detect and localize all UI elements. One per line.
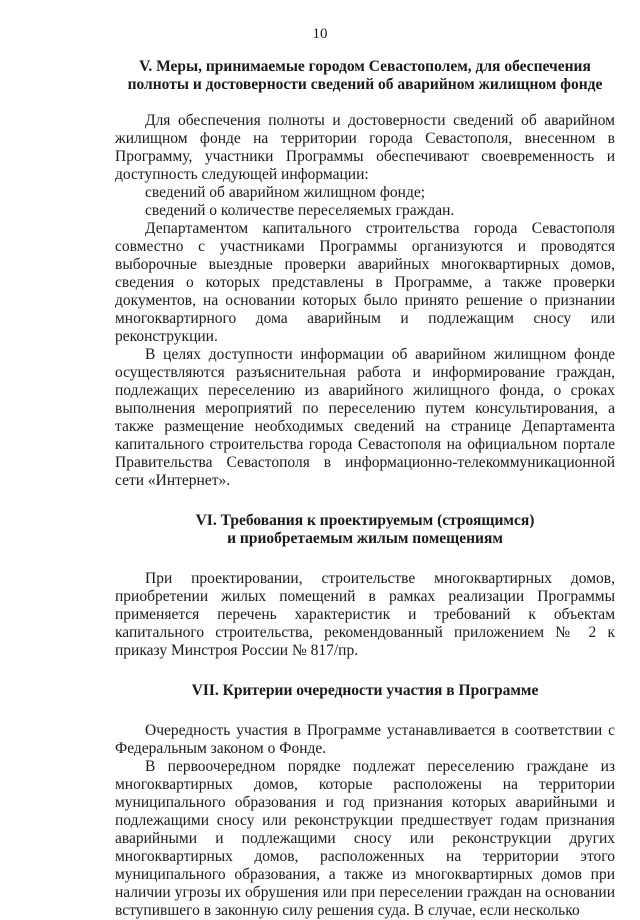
section-7-heading: VII. Критерии очередности участия в Программе <box>191 682 539 699</box>
section-5-heading <box>115 58 615 94</box>
section-7-paragraph-1: Очередность участия в Программе устанавливается в соответствии с Федеральным законом о Фонде. <box>115 722 615 757</box>
section-5-list-item-2: сведений о количестве переселяемых граждан. <box>145 202 455 219</box>
section-5-paragraph-3: В целях доступности информации об аварийном жилищном фонде осуществляются разъяснительная работа и информирование граждан, подлежащих переселению из аварийного жилищного фонда, о сроках выполнения мероприятий по переселению путем консультирования, а также размещение необходимых сведений на странице Департамента капитального строительства города Севастополя на официальном портале Правительства Севастополя в информационно-телекоммуникационной сети «Интернет». <box>115 346 615 489</box>
section-6-heading-line2: и приобретаемым жилым помещениям <box>227 530 503 547</box>
section-6-heading <box>115 512 615 548</box>
section-7-paragraph-2: В первоочередном порядке подлежат переселению граждане из многоквартирных домов, которые расположены на территории муниципального образования и год признания которых аварийными и подлежащими сносу или реконструкции предшествует годам признания аварийными и подлежащими сносу или реконструкции других многоквартирных домов, расположенных на территории этого муниципального образования, а также из многоквартирных домов при наличии угрозы их обрушения или при переселении граждан на основании вступившего в законную силу решения суда. В случае, если несколько <box>115 758 615 919</box>
section-5-heading-line1: V. Меры, принимаемые городом Севастополем, для обеспечения <box>139 58 591 75</box>
section-6-heading-line1: VI. Требования к проектируемым (строящимся) <box>195 512 535 529</box>
section-5-paragraph-1: Для обеспечения полноты и достоверности сведений об аварийном жилищном фонде на территории города Севастополя, внесенном в Программу, участники Программы обеспечивают своевременность и доступность следующей информации: <box>115 112 615 183</box>
section-5-heading-line2: полноты и достоверности сведений об аварийном жилищном фонде <box>127 76 603 93</box>
section-6-paragraph-1: При проектировании, строительстве многоквартирных домов, приобретении жилых помещений в рамках реализации Программы применяется перечень характеристик и требований к объектам капитального строительства, рекомендованный приложением № 2 к приказу Минстроя России № 817/пр. <box>115 570 615 659</box>
section-5-list-item-1: сведений об аварийном жилищном фонде; <box>145 184 426 201</box>
page-content <box>115 58 615 920</box>
page-number: 10 <box>312 26 328 42</box>
section-5-paragraph-2: Департаментом капитального строительства города Севастополя совместно с участниками Программы организуются и проводятся выборочные выездные проверки аварийных многоквартирных домов, сведения о которых представлены в Программе, а также проверки документов, на основании которых было принято решение о признании многоквартирного дома аварийным и подлежащим сносу или реконструкции. <box>115 220 615 345</box>
